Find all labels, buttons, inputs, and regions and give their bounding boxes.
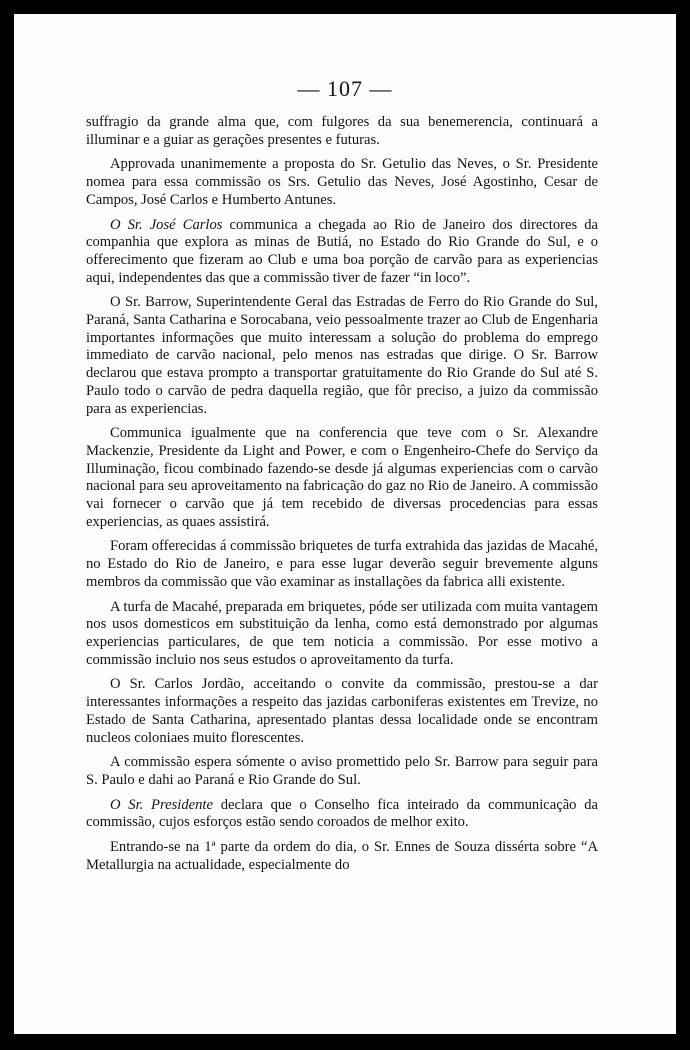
page-number: — 107 —	[297, 76, 393, 101]
paragraph-text: Approvada unanimemente a proposta do Sr. Getulio das Neves, o Sr. Presidente nomea para essa commissão os Srs. Getulio das Neves, José Agostinho, Cesar de Campos, José Carlos e Humberto Antunes.	[86, 156, 598, 208]
paragraph-text: communica a chegada ao Rio de Janeiro dos directores da companhia que explora as minas de Butiá, no Estado do Rio Grande do Sul, e o offerecimento que fizeram ao Club e uma boa porção de carvão para as experiencias aqui, independentes das que a commissão tiver de fazer “in loco”.	[86, 216, 598, 286]
paragraph	[86, 538, 598, 591]
paragraph-text: Entrando-se na 1ª parte da ordem do dia, o Sr. Ennes de Souza dissérta sobre “A Metallurgia na actualidade, especialmente do	[86, 839, 598, 873]
speaker-name: O Sr. Presidente	[110, 796, 213, 813]
paragraph-text: O Sr. Carlos Jordão, acceitando o convite da commissão, prestou-se a dar interessantes informações a respeito das jazidas carboniferas existentes em Trevize, no Estado de Santa Catharina, apresentado plantas dessa localidade onde se encontram nucleos coloniaes muito florescentes.	[86, 676, 598, 746]
paragraph	[86, 797, 598, 832]
paragraph-text: Communica igualmente que na conferencia que teve com o Sr. Alexandre Mackenzie, Presidente da Light and Power, e com o Engenheiro-Chefe do Serviço da Illuminação, ficou combinado fazendo-se desde já algumas experiencias com o carvão nacional para seu aproveitamento na fabricação do gaz no Rio de Janeiro. A commissão vai fornecer o carvão que já tem recebido de diversas procedencias para essas experiencias, as quaes assistirá.	[86, 425, 598, 530]
paragraph	[86, 676, 598, 747]
paragraph	[86, 294, 598, 418]
speaker-name: O Sr. José Carlos	[110, 216, 223, 233]
paragraph	[86, 217, 598, 288]
paragraph-text: A turfa de Macahé, preparada em briquetes, póde ser utilizada com muita vantagem nos usos domesticos em substituição da lenha, como está demonstrado por algumas experiencias particulares, de que tem noticia a commissão. Por esse motivo a commissão incluio nos seus estudos o aproveitamento da turfa.	[86, 598, 598, 668]
paragraph	[86, 839, 598, 874]
paragraph-text: O Sr. Barrow, Superintendente Geral das Estradas de Ferro do Rio Grande do Sul, Paraná, Santa Catharina e Sorocabana, veio pessoalmente trazer ao Club de Engenharia importantes informações que muito interessam a solução do problema do emprego immediato de carvão nacional, pelo menos nas estradas que dirige. O Sr. Barrow declarou que estava prompto a transportar gratuitamente do Rio Grande do Sul até S. Paulo todo o carvão de pedra daquella região, que fôr preciso, a juizo da commissão para as experiencias.	[86, 294, 598, 417]
paragraph-text: Foram offerecidas á commissão briquetes de turfa extrahida das jazidas de Macahé, no Estado do Rio de Janeiro, e para esse lugar deverão seguir brevemente alguns membros da commissão que vão examinar as installações da fabrica alli existente.	[86, 538, 598, 590]
paragraph	[86, 599, 598, 670]
paragraph-text: declara que o Conselho fica inteirado da communicação da commissão, cujos esforços estão sendo coroados de melhor exito.	[86, 796, 598, 831]
paragraph	[86, 114, 598, 149]
text-body	[86, 114, 598, 874]
paragraph	[86, 156, 598, 209]
paragraph	[86, 754, 598, 789]
paragraph-text: suffragio da grande alma que, com fulgores da sua benemerencia, continuará a illuminar e a guiar as gerações presentes e futuras.	[86, 114, 598, 148]
paragraph	[86, 425, 598, 531]
document-page	[14, 14, 676, 1034]
paragraph-text: A commissão espera sómente o aviso promettido pelo Sr. Barrow para seguir para S. Paulo e dahi ao Paraná e Rio Grande do Sul.	[86, 754, 598, 788]
